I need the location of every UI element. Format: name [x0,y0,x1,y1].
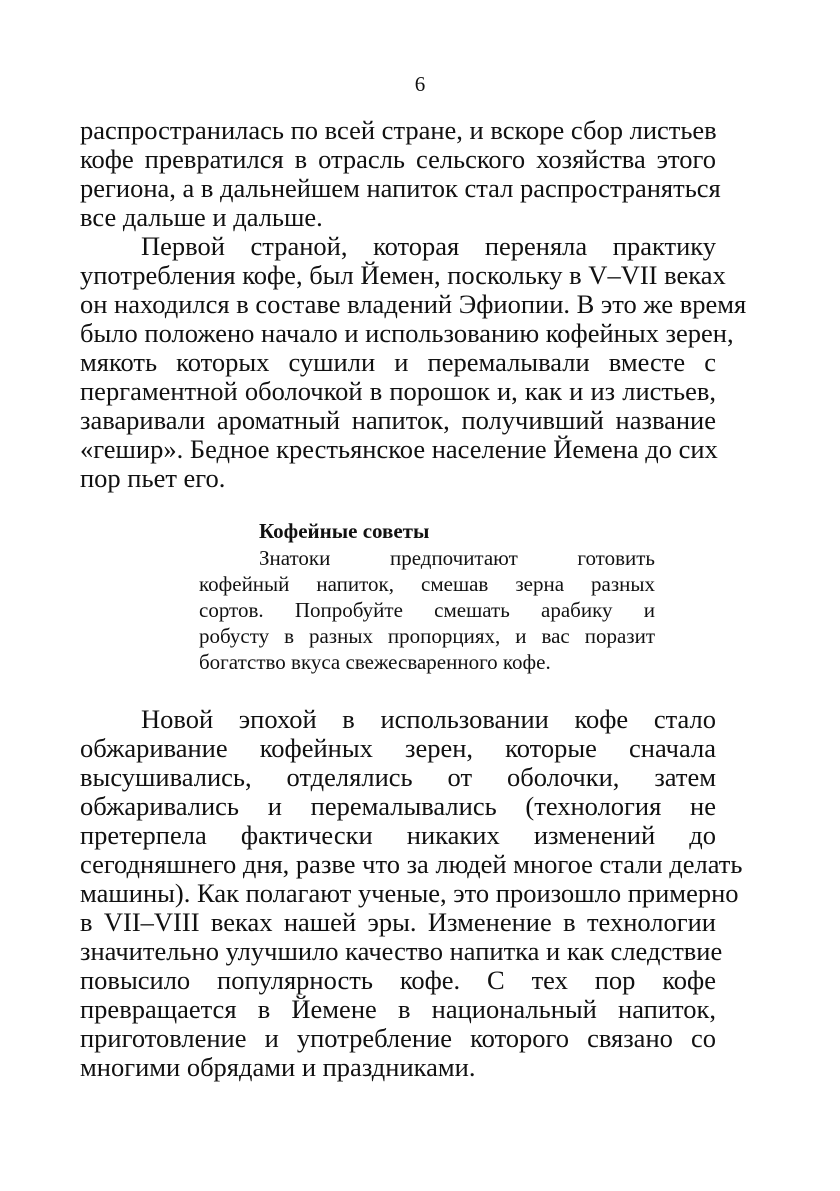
paragraph-1-line: все дальше и дальше. [80,202,323,232]
paragraph-2-line: употребления кофе, был Йемен, поскольку в V–VII веках [80,260,726,290]
paragraph-1-line: распространилась по всей стране, и вскоре сбор листьев [80,115,717,145]
paragraph-1-line: региона, а в дальнейшем напиток стал распространяться [80,173,721,203]
page-number: 6 [414,72,426,96]
paragraph-3 [80,704,743,1082]
paragraph-3-line: Новой эпохой в использовании кофе стало [141,704,716,734]
tip-line: кофейный напиток, смешав зерна разных [199,572,655,596]
paragraph-3-line: высушивались, отделялись от оболочки, затем [80,762,716,792]
tip-line: богатство вкуса свежесваренного кофе. [199,650,551,674]
paragraph-1 [80,115,721,232]
paragraph-2-line: пергаментной оболочкой в порошок и, как и из листьев, [80,376,716,406]
paragraph-1-line: кофе превратился в отрасль сельского хозяйства этого [80,144,716,174]
tip-line: сортов. Попробуйте смешать арабику и [199,598,655,622]
paragraph-3-line: в VII–VIII веках нашей эры. Изменение в технологии [80,907,716,937]
paragraph-3-line: многими обрядами и праздниками. [80,1052,476,1082]
paragraph-3-line: сегодняшнего дня, разве что за людей многое стали делать [80,849,743,879]
paragraph-3-line: обжаривались и перемалывались (технология не [80,791,716,821]
paragraph-3-line: машины). Как полагают ученые, это произошло примерно [80,878,739,908]
paragraph-3-line: приготовление и употребление которого связано со [80,1023,716,1053]
paragraph-3-line: превращается в Йемене в национальный напиток, [80,994,716,1024]
paragraph-2-line: мякоть которых сушили и перемалывали вместе с [80,347,716,377]
tip-heading: Кофейные советы [259,519,430,543]
paragraph-2-line: заваривали ароматный напиток, получивший название [80,405,716,435]
paragraph-2-line: было положено начало и использованию кофейных зерен, [80,318,734,348]
paragraph-2-line: Первой страной, которая переняла практику [141,231,716,261]
tip-line: Знатоки предпочитают готовить [259,546,655,570]
paragraph-2 [80,231,747,493]
paragraph-3-line: значительно улучшило качество напитка и как следствие [80,936,723,966]
coffee-tip-box [199,517,655,675]
paragraph-2-line: он находился в составе владений Эфиопии. В это же время [80,289,747,319]
paragraph-3-line: повысило популярность кофе. С тех пор кофе [80,965,716,995]
paragraph-2-line: «гешир». Бедное крестьянское население Йемена до сих [80,434,718,464]
paragraph-3-line: претерпела фактически никаких изменений до [80,820,716,850]
paragraph-3-line: обжаривание кофейных зерен, которые сначала [80,733,716,763]
tip-line: робусту в разных пропорциях, и вас поразит [199,624,655,648]
paragraph-2-line: пор пьет его. [80,463,226,493]
